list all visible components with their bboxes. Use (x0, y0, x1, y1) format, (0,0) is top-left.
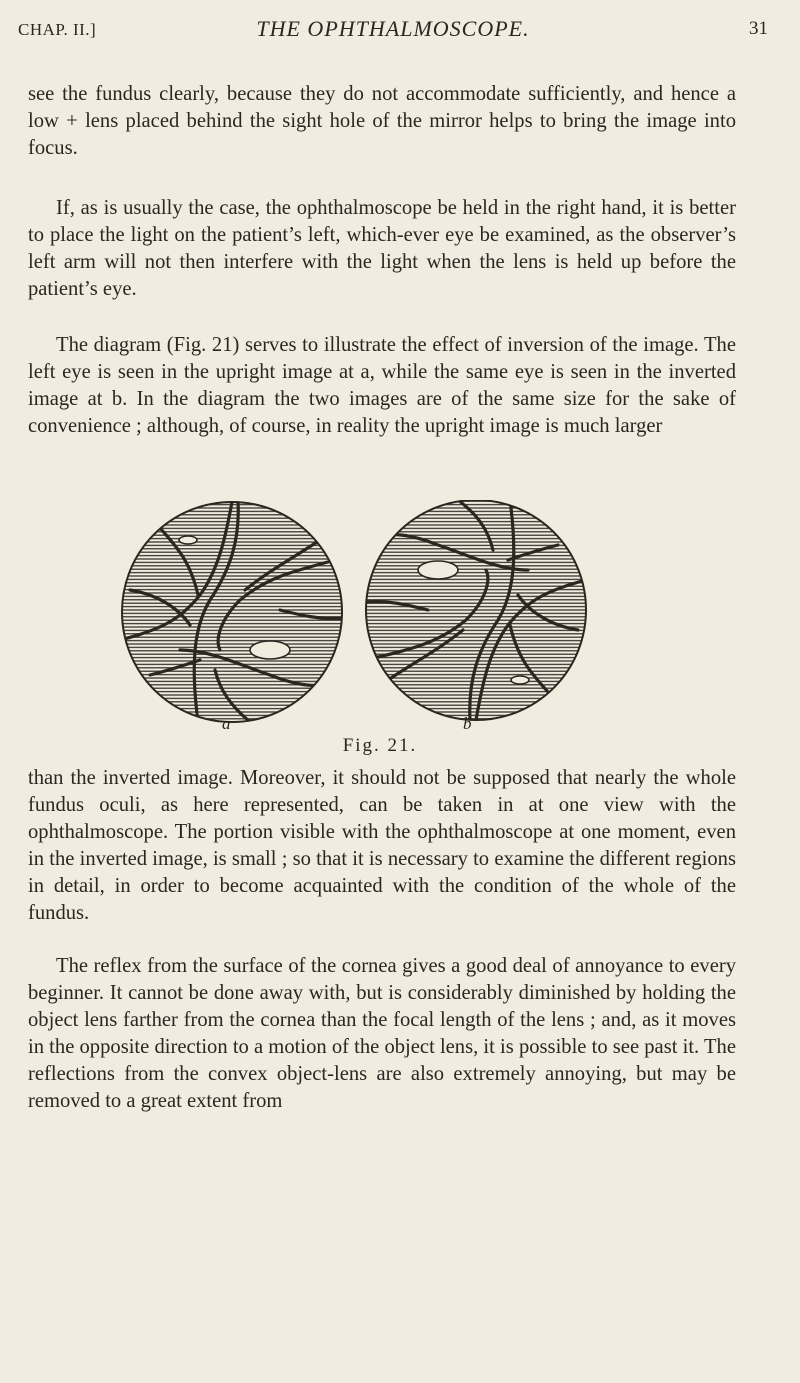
paragraph-5: The reflex from the surface of the cornea gives a good deal of annoyance to every beginner. It cannot be done away with, but is considerably diminished by holding the object lens farther from the cornea than the focal length of the lens ; and, as it moves in the opposite direction to a motion of the object lens, it is possible to see past it. The reflections from the convex object-lens are also extremely annoying, but may be removed to a great extent from (28, 955, 736, 1112)
figure-label-b: b (463, 714, 472, 733)
paragraph-2: If, as is usually the case, the ophthalmoscope be held in the right hand, it is better to place the light on the patient’s left, which-ever eye be examined, as the observer’s left arm will not then interfere with the light when the lens is held up before the patient’s eye. (28, 197, 736, 300)
fundus-b-inverted (366, 500, 586, 720)
figure-21 (120, 500, 640, 745)
paragraph-1: see the fundus clearly, because they do not accommodate sufficiently, and hence a low + lens placed behind the sight hole of the mirror helps to bring the image into focus. (28, 83, 736, 159)
fundus-diagram (120, 500, 640, 745)
paragraph-4: than the inverted image. Moreover, it should not be supposed that nearly the whole fundus oculi, as here represented, can be taken in at one view with the ophthalmoscope. The portion visible with the ophthalmoscope at one moment, even in the inverted image, is small ; so that it is necessary to examine the different regions in detail, in order to become acquainted with the condition of the whole of the fundus. (28, 767, 736, 924)
paragraph-3: The diagram (Fig. 21) serves to illustrate the effect of inversion of the image. The left eye is seen in the upright image at a, while the same eye is seen in the inverted image at b. In the diagram the two images are of the same size for the sake of convenience ; although, of course, in reality the upright image is much larger (28, 334, 736, 437)
chapter-label: CHAP. II.] (18, 20, 97, 39)
running-title: THE OPHTHALMOSCOPE. (256, 16, 530, 41)
fundus-a-upright (120, 502, 342, 722)
running-header (18, 14, 768, 44)
figure-caption: Fig. 21. (342, 735, 418, 756)
page-number: 31 (749, 18, 768, 39)
figure-label-a: a (222, 714, 231, 733)
